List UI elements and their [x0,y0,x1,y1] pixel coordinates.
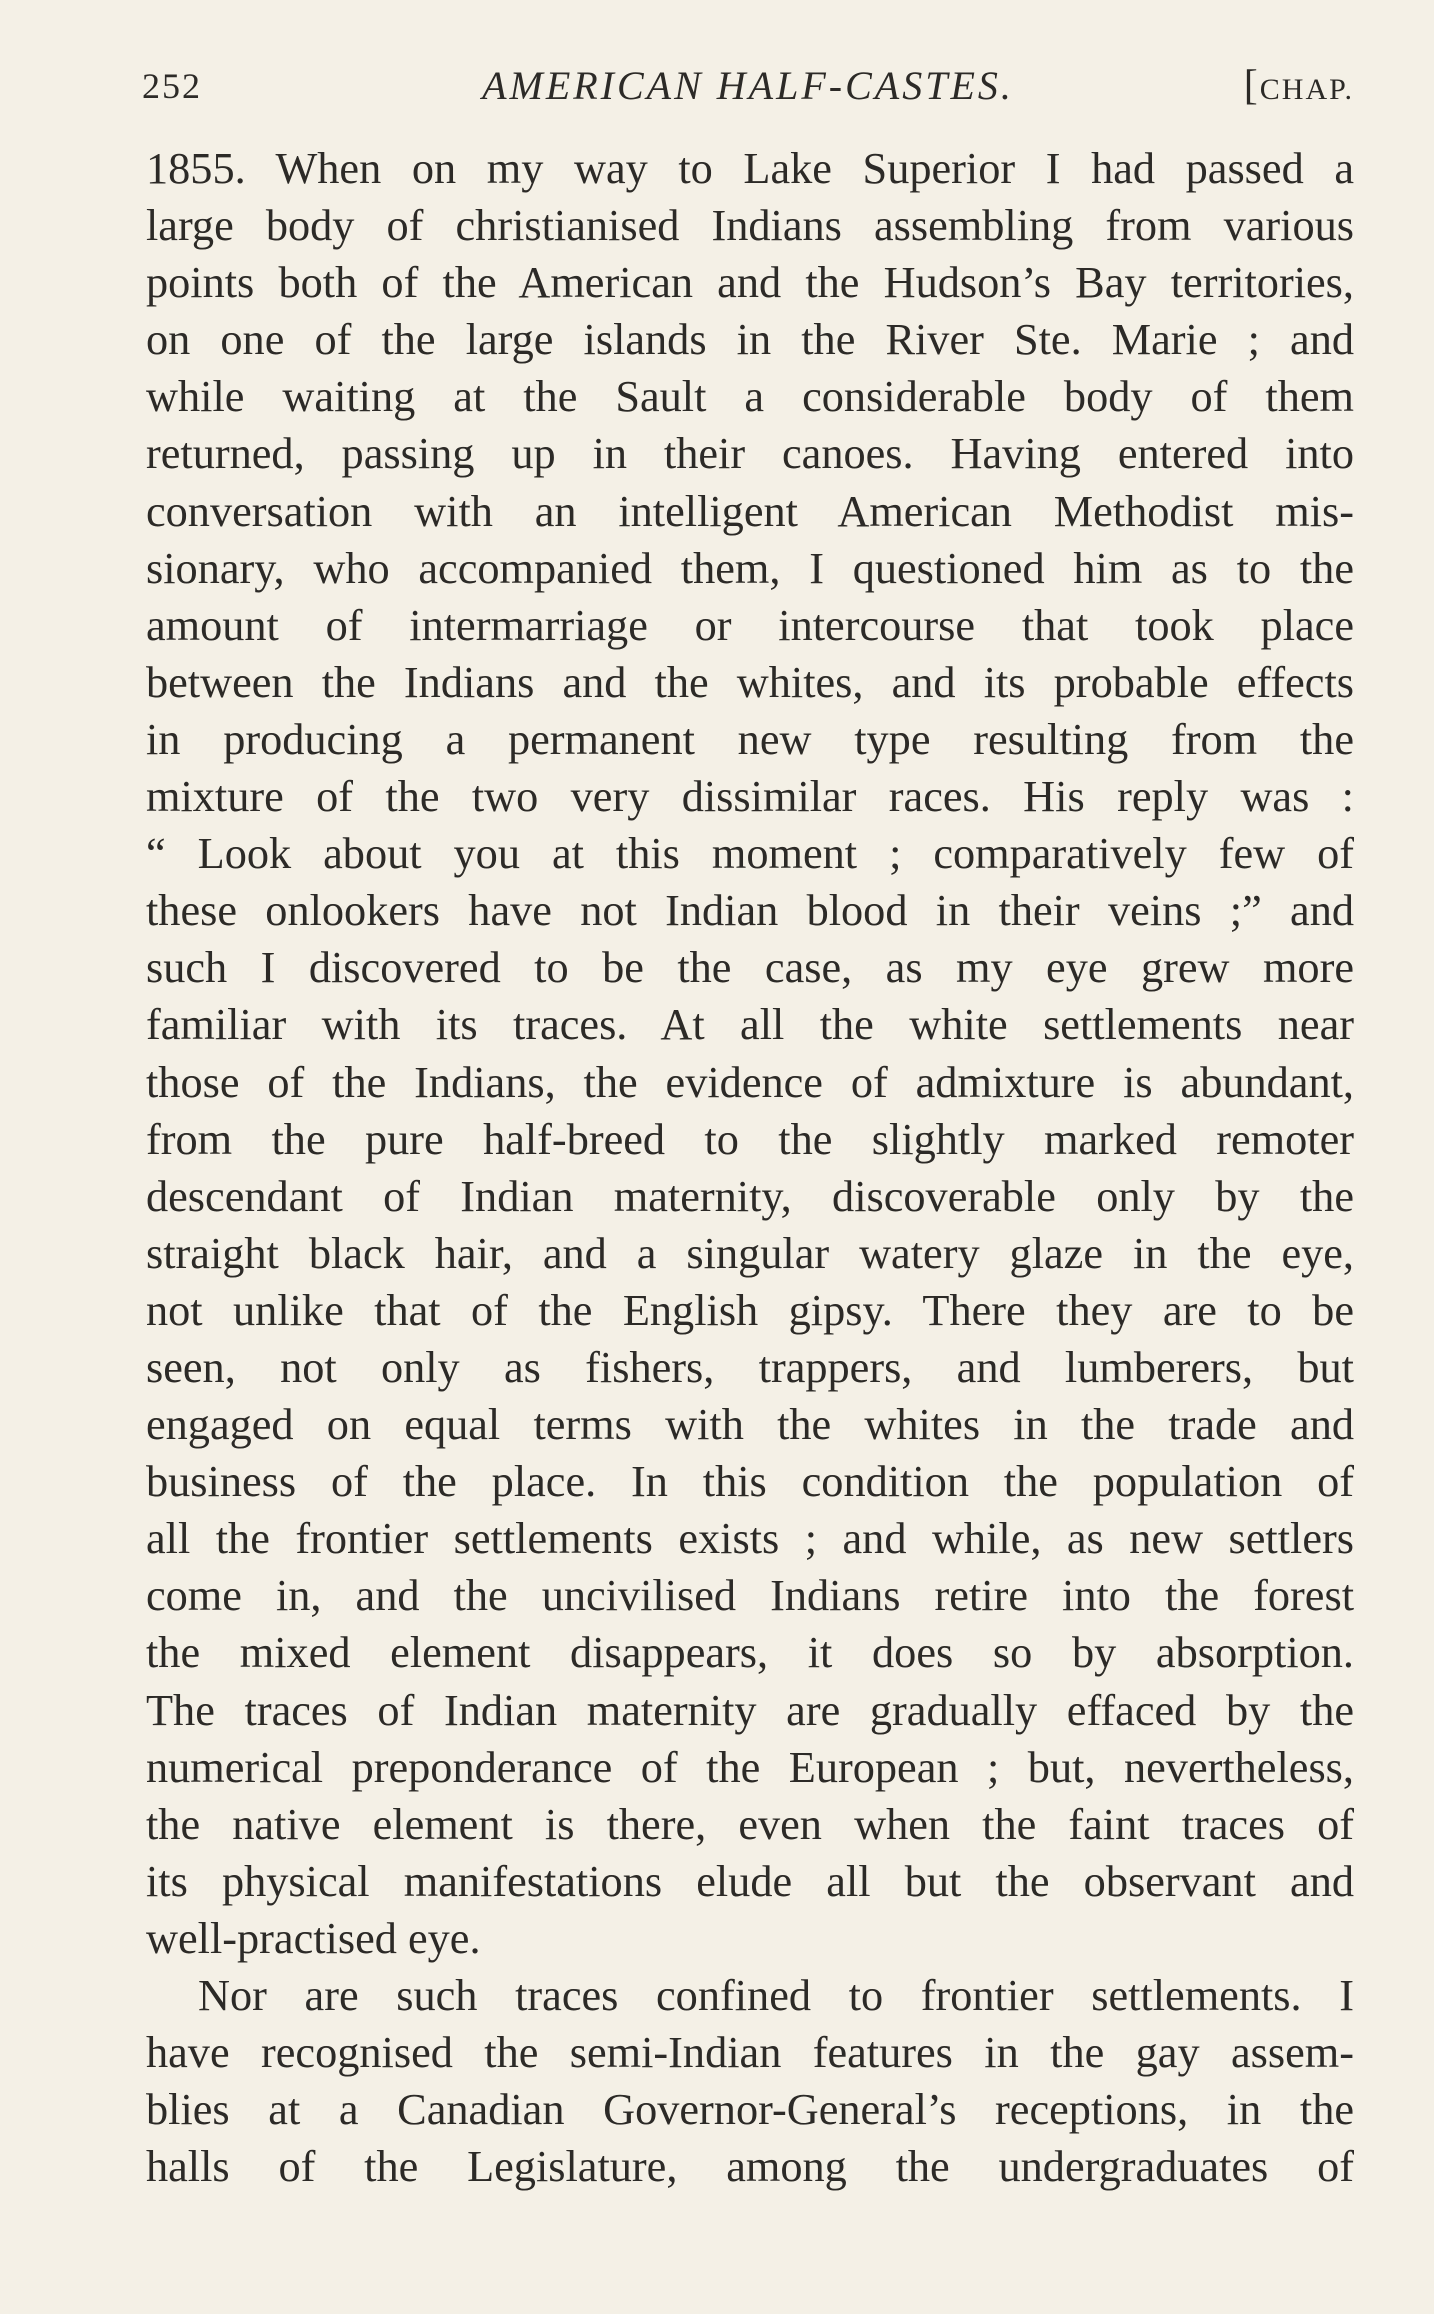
text-line: straight black hair, and a singular watery glaze in the eye, [146,1228,1354,1278]
text-line: returned, passing up in their canoes. Having entered into [146,429,1354,479]
text-line: sionary, who accompanied them, I questioned him as to the [146,543,1354,593]
text-line: from the pure half-breed to the slightly marked remoter [146,1114,1354,1164]
text-line: have recognised the semi-Indian features in the gay assem- [146,2028,1354,2078]
chapter-mark [1244,58,1354,118]
text-line: The traces of Indian maternity are gradually effaced by the [146,1685,1354,1735]
text-line: mixture of the two very dissimilar races. His reply was : [146,772,1354,822]
text-line: its physical manifestations elude all but the observant and [146,1856,1354,1906]
running-header [142,58,1354,114]
text-line: 1855. When on my way to Lake Superior I had passed a [146,144,1354,193]
chapter-bracket: [ [1243,63,1260,109]
chapter-label: CHAP. [1259,73,1354,106]
text-line: come in, and the uncivilised Indians retire into the forest [146,1571,1354,1621]
text-line: engaged on equal terms with the whites in the trade and [146,1400,1354,1450]
text-line: those of the Indians, the evidence of admixture is abundant, [146,1057,1354,1107]
text-line: all the frontier settlements exists ; and while, as new settlers [146,1514,1354,1564]
text-line: numerical preponderance of the European ; but, nevertheless, [146,1742,1354,1792]
text-line: the mixed element disappears, it does so by absorption. [146,1628,1354,1678]
text-line: conversation with an intelligent American Methodist mis- [146,486,1354,536]
page-number: 252 [142,66,202,106]
text-line: between the Indians and the whites, and its probable effects [146,657,1354,707]
paragraph [146,1967,1354,2195]
text-line: business of the place. In this condition the population of [146,1457,1354,1507]
text-line: “ Look about you at this moment ; comparatively few of [146,829,1354,879]
paragraph [146,140,1354,1967]
body-text [146,140,1354,2195]
text-line: while waiting at the Sault a considerable body of them [146,372,1354,422]
text-line: seen, not only as fishers, trappers, and lumberers, but [146,1342,1354,1392]
text-line: large body of christianised Indians assembling from various [146,201,1354,251]
text-line: Nor are such traces confined to frontier settlements. I [198,1971,1354,2020]
text-line: on one of the large islands in the River Ste. Marie ; and [146,315,1354,365]
running-title: AMERICAN HALF-CASTES. [482,63,1014,108]
text-line: the native element is there, even when the faint traces of [146,1799,1354,1849]
text-line: these onlookers have not Indian blood in their veins ;” and [146,886,1354,936]
text-line: descendant of Indian maternity, discoverable only by the [146,1171,1354,1221]
text-line: such I discovered to be the case, as my eye grew more [146,943,1354,993]
text-line: well-practised eye. [146,1913,481,1963]
text-line: not unlike that of the English gipsy. There they are to be [146,1285,1354,1335]
text-line: amount of intermarriage or intercourse that took place [146,600,1354,650]
text-line: familiar with its traces. At all the white settlements near [146,1000,1354,1050]
text-line: blies at a Canadian Governor-General’s receptions, in the [146,2085,1354,2135]
text-line: halls of the Legislature, among the undergraduates of [146,2142,1354,2192]
text-line: points both of the American and the Hudson’s Bay territories, [146,258,1354,308]
text-line: in producing a permanent new type resulting from the [146,714,1354,764]
